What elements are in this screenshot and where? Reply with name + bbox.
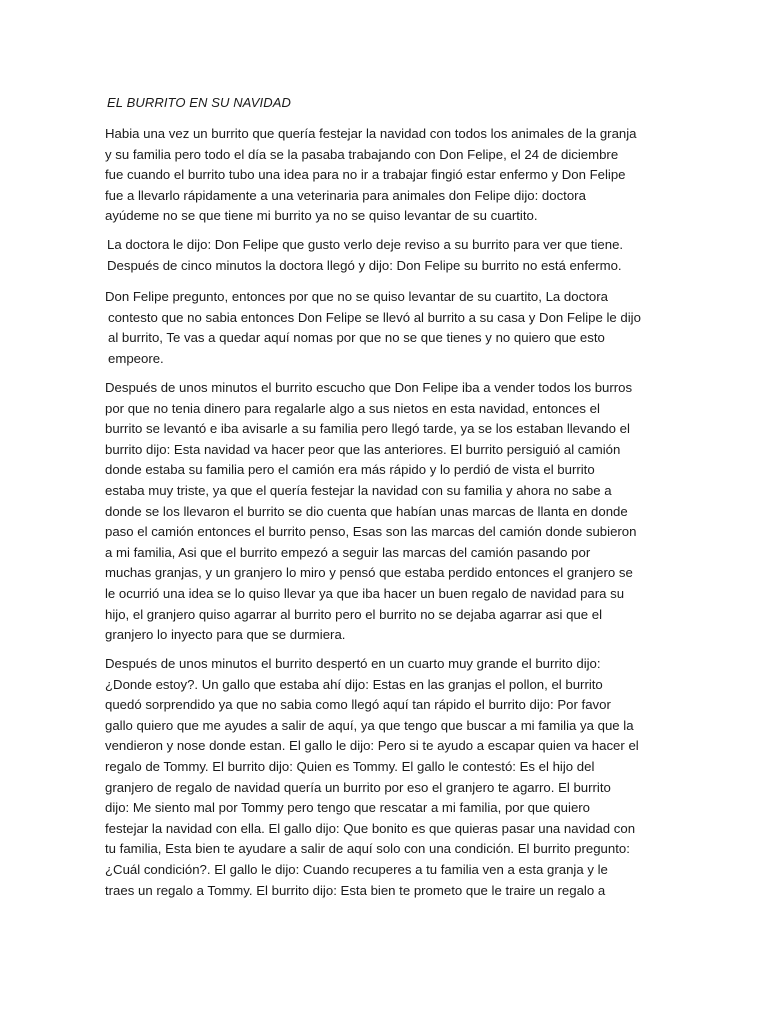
- paragraph-5: [105, 654, 665, 901]
- text-line: Después de unos minutos el burrito escucho que Don Felipe iba a vender todos los burros: [105, 380, 633, 395]
- text-line: tu familia, Esta bien te ayudare a salir de aquí solo con una condición. El burrito pregunto:: [105, 841, 630, 857]
- paragraph-4: [105, 378, 665, 646]
- text-line: Don Felipe pregunto, entonces por que no se quiso levantar de su cuartito, La doctora: [105, 289, 608, 304]
- text-line: quedó sorprendido ya que no sabia como llegó aquí tan rápido el burrito dijo: Por favor: [105, 697, 611, 713]
- paragraph-2: [107, 235, 667, 276]
- text-line: Después de unos minutos el burrito despertó en un cuarto muy grande el burrito dijo:: [105, 656, 601, 671]
- text-line: ¿Donde estoy?. Un gallo que estaba ahí dijo: Estas en las granjas el pollon, el burrito: [105, 676, 603, 692]
- text-line: a mi familia, Asi que el burrito empezó a seguir las marcas del camión pasando por: [105, 544, 591, 560]
- text-line: burrito se levantó e iba avisarle a su familia pero llegó tarde, ya se los estaban llevando el: [105, 421, 630, 437]
- text-line: Después de cinco minutos la doctora llegó y dijo: Don Felipe su burrito no está enfermo.: [107, 257, 622, 273]
- text-line: paso el camión entonces el burrito penso, Esas son las marcas del camión donde subieron: [105, 524, 637, 540]
- text-line: Habia una vez un burrito que quería festejar la navidad con todos los animales de la granja: [105, 126, 637, 141]
- text-line: burrito dijo: Esta navidad va hacer peor que las anteriores. El burrito persiguió al camión: [105, 441, 621, 457]
- text-line: dijo: Me siento mal por Tommy pero tengo que rescatar a mi familia, por que quiero: [105, 800, 590, 816]
- text-line: granjero de regalo de navidad quería un burrito por eso el granjero te agarro. El burrito: [105, 779, 611, 795]
- text-line: fue cuando el burrito tubo una idea para no ir a trabajar fingió estar enfermo y Don Felipe: [105, 167, 626, 183]
- text-line: muchas granjas, y un granjero lo miro y pensó que estaba perdido entonces el granjero se: [105, 565, 633, 581]
- text-line: gallo quiero que me ayudes a salir de aquí, ya que tengo que buscar a mi familia ya que la: [105, 717, 634, 733]
- text-line: y su familia pero todo el día se la pasaba trabajando con Don Felipe, el 24 de diciembre: [105, 146, 619, 162]
- text-line: ayúdeme no se que tiene mi burrito ya no se quiso levantar de su cuartito.: [105, 208, 538, 224]
- text-line: festejar la navidad con ella. El gallo dijo: Que bonito es que quieras pasar una navidad con: [105, 820, 636, 836]
- paragraph-3: [105, 287, 665, 369]
- text-line: ¿Cuál condición?. El gallo le dijo: Cuando recuperes a tu familia ven a esta granja y le: [105, 861, 608, 877]
- text-line: contesto que no sabia entonces Don Felipe se llevó al burrito a su casa y Don Felipe le dijo: [108, 309, 641, 325]
- text-line: estaba muy triste, ya que el quería festejar la navidad con su familia y ahora no sabe a: [105, 482, 612, 498]
- document-title: EL BURRITO EN SU NAVIDAD: [107, 95, 291, 110]
- text-line: regalo de Tommy. El burrito dijo: Quien es Tommy. El gallo le contestó: Es el hijo del: [105, 758, 595, 774]
- text-line: empeore.: [108, 350, 164, 366]
- text-line: fue a llevarlo rápidamente a una veterinaria para animales don Felipe dijo: doctora: [105, 187, 586, 203]
- text-line: vendieron y nose donde estan. El gallo le dijo: Pero si te ayudo a escapar quien va hacer el: [105, 738, 639, 754]
- text-line: La doctora le dijo: Don Felipe que gusto verlo deje reviso a su burrito para ver que tiene.: [107, 237, 624, 252]
- text-line: donde se los llevaron el burrito se dio cuenta que habían unas marcas de llanta en donde: [105, 503, 628, 519]
- text-line: por que no tenia dinero para regalarle algo a sus nietos en esta navidad, entonces el: [105, 400, 600, 416]
- text-line: donde estaba su familia pero el camión era más rápido y lo perdió de vista el burrito: [105, 462, 595, 478]
- text-line: hijo, el granjero quiso agarrar al burrito pero el burrito no se dejaba agarrar asi que el: [105, 606, 603, 622]
- text-line: al burrito, Te vas a quedar aquí nomas por que no se que tienes y no quiero que esto: [108, 330, 605, 346]
- text-line: le ocurrió una idea se lo quiso llevar ya que iba hacer un buen regalo de navidad para su: [105, 585, 625, 601]
- text-line: granjero lo inyecto para que se durmiera.: [105, 627, 346, 643]
- paragraph-1: [105, 124, 665, 227]
- text-line: traes un regalo a Tommy. El burrito dijo: Esta bien te prometo que le traire un regalo a: [105, 882, 606, 898]
